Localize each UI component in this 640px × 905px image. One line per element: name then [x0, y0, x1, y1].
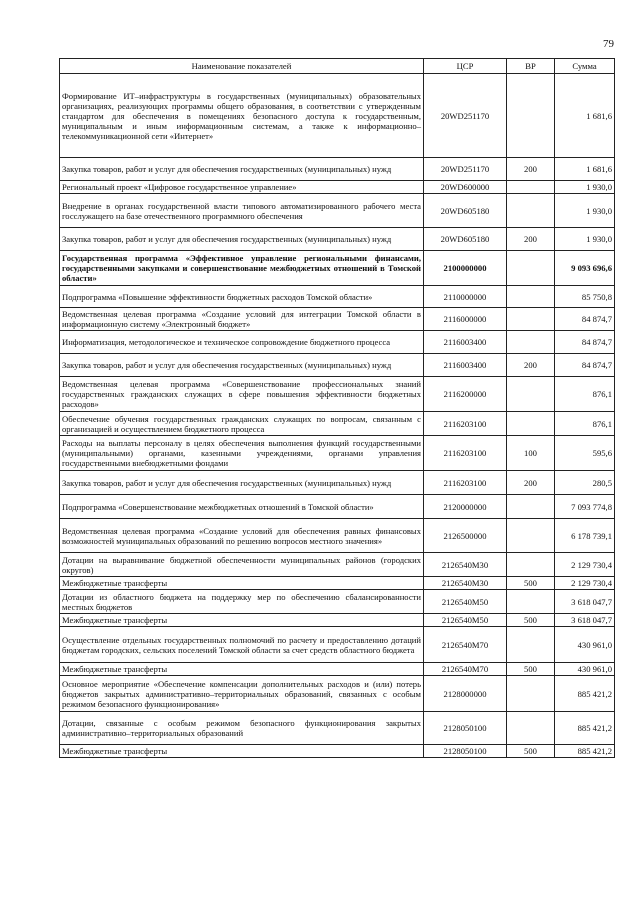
table-row — [60, 577, 615, 590]
row-vr — [507, 590, 555, 614]
row-vr — [507, 495, 555, 519]
row-name: Региональный проект «Цифровое государственное управление» — [60, 181, 424, 194]
row-sum: 3 618 047,7 — [555, 614, 615, 627]
table-row — [60, 251, 615, 286]
row-name: Закупка товаров, работ и услуг для обеспечения государственных (муниципальных) нужд — [60, 158, 424, 181]
row-csr: 2126540М50 — [424, 590, 507, 614]
row-sum: 885 421,2 — [555, 712, 615, 745]
table-row — [60, 663, 615, 676]
row-csr: 2116203100 — [424, 412, 507, 436]
table-row — [60, 590, 615, 614]
table-row — [60, 495, 615, 519]
row-name: Информатизация, методологическое и техническое сопровождение бюджетного процесса — [60, 331, 424, 354]
row-sum: 430 961,0 — [555, 663, 615, 676]
row-name: Закупка товаров, работ и услуг для обеспечения государственных (муниципальных) нужд — [60, 228, 424, 251]
row-vr — [507, 627, 555, 663]
row-name: Межбюджетные трансферты — [60, 614, 424, 627]
row-csr: 2126540М70 — [424, 663, 507, 676]
table-body — [60, 74, 615, 758]
row-csr: 20WD600000 — [424, 181, 507, 194]
row-vr — [507, 181, 555, 194]
row-name: Ведомственная целевая программа «Создание условий для интеграции Томской области в информационную систему «Электронный бюджет» — [60, 308, 424, 331]
header-sum: Сумма — [555, 59, 615, 74]
table-row — [60, 286, 615, 308]
row-sum: 876,1 — [555, 412, 615, 436]
row-sum: 85 750,8 — [555, 286, 615, 308]
row-vr — [507, 377, 555, 412]
row-sum: 1 681,6 — [555, 74, 615, 158]
row-sum: 84 874,7 — [555, 354, 615, 377]
row-sum: 3 618 047,7 — [555, 590, 615, 614]
row-name: Закупка товаров, работ и услуг для обеспечения государственных (муниципальных) нужд — [60, 471, 424, 495]
row-sum: 885 421,2 — [555, 676, 615, 712]
table-header-row — [60, 59, 615, 74]
row-csr: 2128000000 — [424, 676, 507, 712]
row-csr: 2126540М30 — [424, 553, 507, 577]
row-sum: 885 421,2 — [555, 745, 615, 758]
row-csr: 2126540М30 — [424, 577, 507, 590]
row-vr — [507, 286, 555, 308]
row-csr: 20WD605180 — [424, 194, 507, 228]
row-sum: 7 093 774,8 — [555, 495, 615, 519]
row-name: Осуществление отдельных государственных полномочий по расчету и предоставлению дотаций бюджетам городских, сельских поселений Томской области за счет средств областного бюджета — [60, 627, 424, 663]
row-csr: 2120000000 — [424, 495, 507, 519]
row-csr: 2116003400 — [424, 354, 507, 377]
row-sum: 1 930,0 — [555, 194, 615, 228]
row-sum: 876,1 — [555, 377, 615, 412]
table-row — [60, 354, 615, 377]
table-row — [60, 712, 615, 745]
header-name: Наименование показателей — [60, 59, 424, 74]
row-sum: 1 681,6 — [555, 158, 615, 181]
table-row — [60, 181, 615, 194]
budget-table — [59, 58, 615, 758]
row-name: Межбюджетные трансферты — [60, 663, 424, 676]
row-sum: 2 129 730,4 — [555, 553, 615, 577]
row-name: Дотации на выравнивание бюджетной обеспеченности муниципальных районов (городских округов) — [60, 553, 424, 577]
row-name: Подпрограмма «Совершенствование межбюджетных отношений в Томской области» — [60, 495, 424, 519]
row-sum: 6 178 739,1 — [555, 519, 615, 553]
row-sum: 84 874,7 — [555, 308, 615, 331]
row-name: Дотации из областного бюджета на поддержку мер по обеспечению сбалансированности местных бюджетов — [60, 590, 424, 614]
row-vr: 500 — [507, 663, 555, 676]
row-sum: 595,6 — [555, 436, 615, 471]
table-row — [60, 331, 615, 354]
row-csr: 20WD251170 — [424, 158, 507, 181]
table-row — [60, 627, 615, 663]
row-vr — [507, 194, 555, 228]
row-sum: 430 961,0 — [555, 627, 615, 663]
table-row — [60, 745, 615, 758]
row-vr — [507, 308, 555, 331]
table-row — [60, 158, 615, 181]
row-name: Подпрограмма «Повышение эффективности бюджетных расходов Томской области» — [60, 286, 424, 308]
row-vr — [507, 331, 555, 354]
row-csr: 2126500000 — [424, 519, 507, 553]
row-csr: 2116203100 — [424, 471, 507, 495]
table-row — [60, 412, 615, 436]
table-row — [60, 436, 615, 471]
row-vr — [507, 412, 555, 436]
row-vr: 200 — [507, 228, 555, 251]
row-csr: 20WD605180 — [424, 228, 507, 251]
row-csr: 2116203100 — [424, 436, 507, 471]
row-vr — [507, 676, 555, 712]
table-row — [60, 614, 615, 627]
row-name: Межбюджетные трансферты — [60, 745, 424, 758]
row-sum: 1 930,0 — [555, 228, 615, 251]
row-sum: 1 930,0 — [555, 181, 615, 194]
table-row — [60, 308, 615, 331]
row-csr: 2128050100 — [424, 712, 507, 745]
row-csr: 20WD251170 — [424, 74, 507, 158]
row-name: Ведомственная целевая программа «Совершенствование профессиональных знаний государственных гражданских служащих в сфере повышения эффективности бюджетных расходов» — [60, 377, 424, 412]
row-vr: 200 — [507, 158, 555, 181]
row-vr: 200 — [507, 471, 555, 495]
row-csr: 2126540М70 — [424, 627, 507, 663]
row-vr: 100 — [507, 436, 555, 471]
row-vr — [507, 74, 555, 158]
row-name: Расходы на выплаты персоналу в целях обеспечения выполнения функций государственными (муниципальными) органами, казенными учреждениями, органами управления государственными внебюджетными фондами — [60, 436, 424, 471]
row-vr: 500 — [507, 745, 555, 758]
row-vr — [507, 519, 555, 553]
row-csr: 2126540М50 — [424, 614, 507, 627]
table-row — [60, 228, 615, 251]
row-name: Дотации, связанные с особым режимом безопасного функционирования закрытых административно–территориальных образований — [60, 712, 424, 745]
table-row — [60, 553, 615, 577]
row-csr: 2128050100 — [424, 745, 507, 758]
header-vr: ВР — [507, 59, 555, 74]
table-row — [60, 194, 615, 228]
table-row — [60, 74, 615, 158]
row-csr: 2116200000 — [424, 377, 507, 412]
row-name: Межбюджетные трансферты — [60, 577, 424, 590]
row-csr: 2100000000 — [424, 251, 507, 286]
row-name: Обеспечение обучения государственных гражданских служащих по вопросам, связанным с организацией и осуществлением бюджетного процесса — [60, 412, 424, 436]
row-vr — [507, 712, 555, 745]
row-sum: 9 093 696,6 — [555, 251, 615, 286]
row-csr: 2110000000 — [424, 286, 507, 308]
row-csr: 2116000000 — [424, 308, 507, 331]
row-name: Ведомственная целевая программа «Создание условий для обеспечения равных финансовых возможностей муниципальных образований по решению вопросов местного значения» — [60, 519, 424, 553]
row-vr: 500 — [507, 577, 555, 590]
header-csr: ЦСР — [424, 59, 507, 74]
row-csr: 2116003400 — [424, 331, 507, 354]
row-vr: 500 — [507, 614, 555, 627]
row-vr — [507, 553, 555, 577]
table-row — [60, 471, 615, 495]
table-row — [60, 377, 615, 412]
page-number: 79 — [603, 38, 614, 50]
row-sum: 2 129 730,4 — [555, 577, 615, 590]
row-sum: 280,5 — [555, 471, 615, 495]
row-name: Основное мероприятие «Обеспечение компенсации дополнительных расходов и (или) потерь бюджетов закрытых административно–территориальных образований, связанных с особым режимом безопасного функционирования» — [60, 676, 424, 712]
row-name: Закупка товаров, работ и услуг для обеспечения государственных (муниципальных) нужд — [60, 354, 424, 377]
row-vr: 200 — [507, 354, 555, 377]
row-sum: 84 874,7 — [555, 331, 615, 354]
row-name: Формирование ИТ–инфраструктуры в государственных (муниципальных) образовательных организациях, реализующих программы общего образования, в соответствии с утвержденным стандартом для обеспечения в помещениях безопасного доступа к государственным, муниципальным и иным информационным системам, а также к информационно–телекоммуникационной сети «Интернет» — [60, 74, 424, 158]
table-row — [60, 676, 615, 712]
row-name: Государственная программа «Эффективное управление региональными финансами, государственными закупками и совершенствование межбюджетных отношений в Томской области» — [60, 251, 424, 286]
row-name: Внедрение в органах государственной власти типового автоматизированного рабочего места госслужащего на базе отечественного программного обеспечения — [60, 194, 424, 228]
row-vr — [507, 251, 555, 286]
table-row — [60, 519, 615, 553]
